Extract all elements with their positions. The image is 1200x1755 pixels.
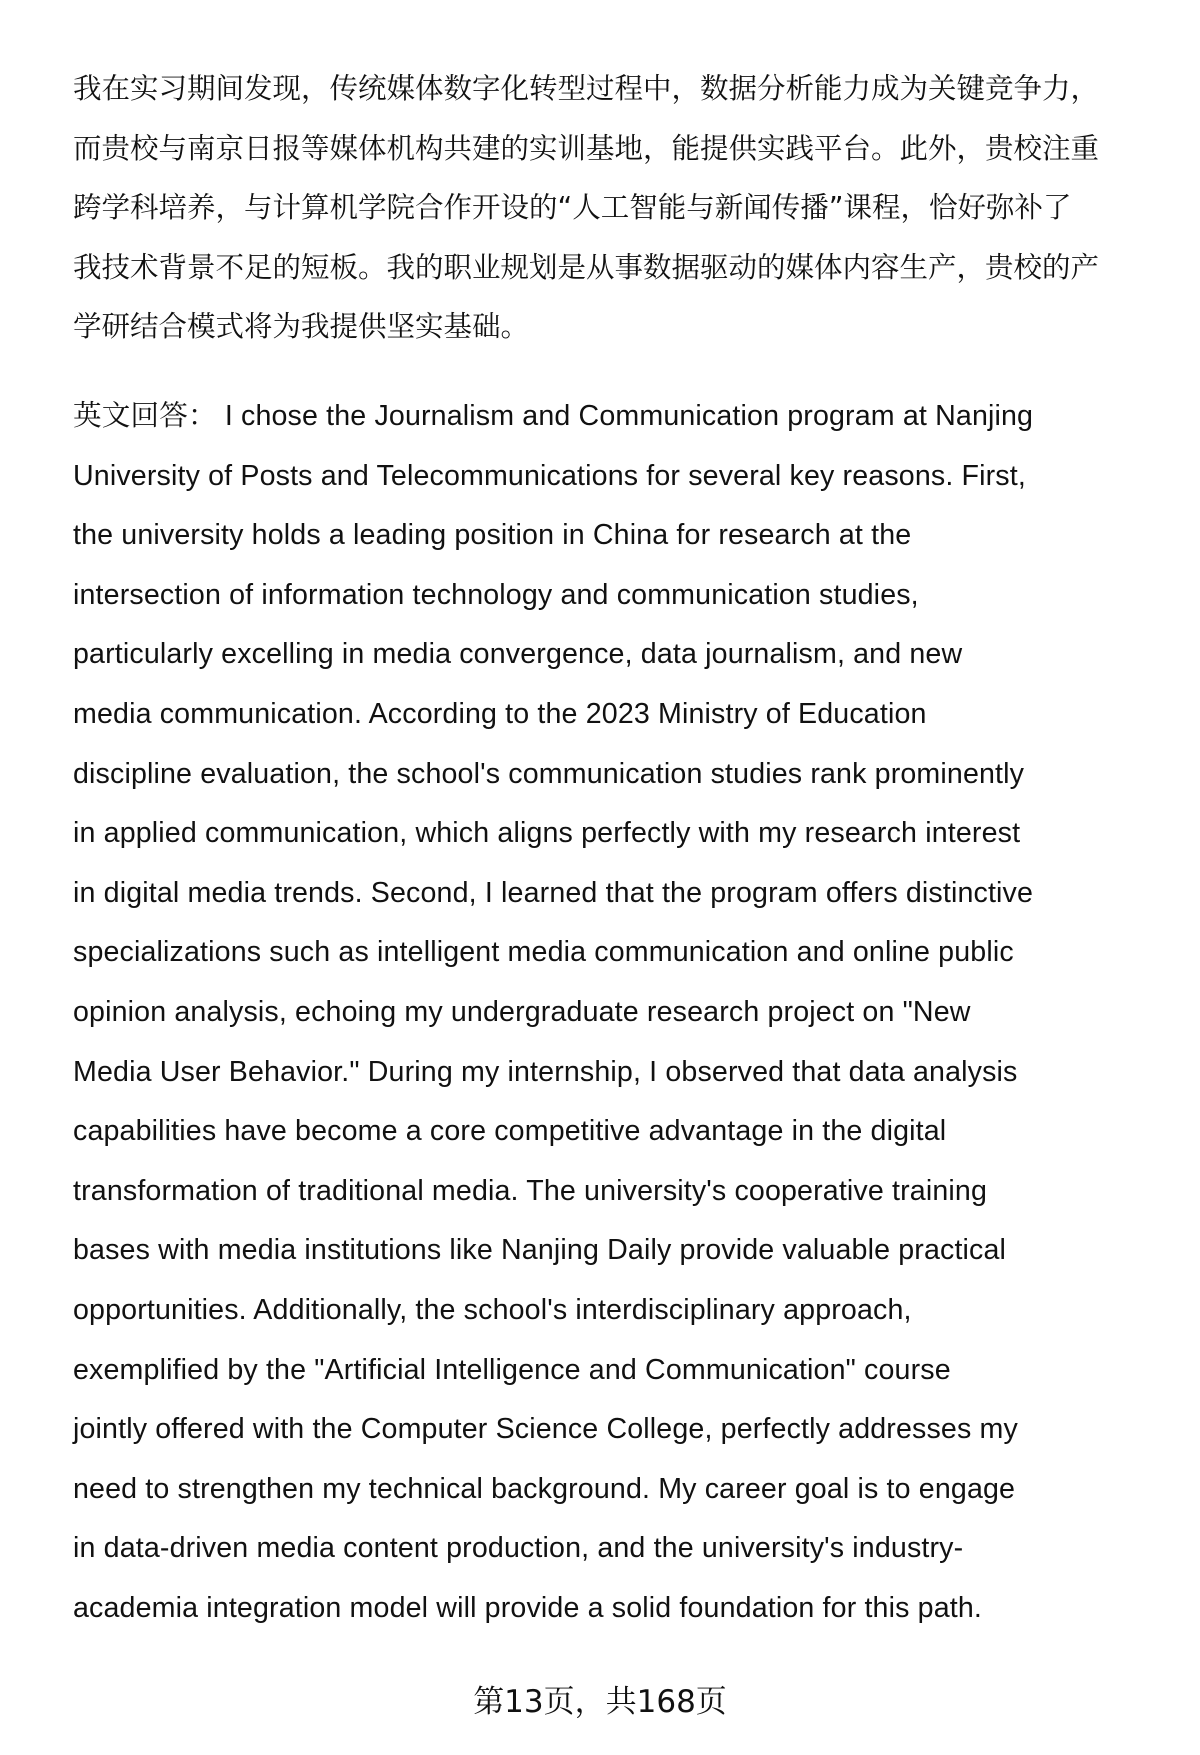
text-line: in applied communication, which aligns perfectly with my research interest (73, 817, 1021, 850)
text-line: academia integration model will provide a solid foundation for this path. (73, 1591, 982, 1624)
text-line: discipline evaluation, the school's communication studies rank prominently (73, 757, 1025, 790)
text-line: the university holds a leading position in China for research at the (73, 519, 912, 552)
text-line: specializations such as intelligent media communication and online public (73, 936, 1014, 969)
page-number: 第13页，共168页 (473, 1684, 727, 1720)
text-line: transformation of traditional media. The university's cooperative training (73, 1174, 988, 1207)
text-line: 我技术背景不足的短板。我的职业规划是从事数据驱动的媒体内容生产，贵校的产 (73, 250, 1100, 284)
text-line: jointly offered with the Computer Science College, perfectly addresses my (73, 1413, 1018, 1446)
text-line: opinion analysis, echoing my undergraduate research project on "New (73, 995, 971, 1028)
text-line: 跨学科培养，与计算机学院合作开设的“人工智能与新闻传播”课程，恰好弥补了 (73, 191, 1072, 225)
text-line: media communication. According to the 2023 Ministry of Education (73, 697, 927, 730)
text-line: particularly excelling in media convergence, data journalism, and new (73, 638, 963, 671)
text-line: exemplified by the "Artificial Intelligence and Communication" course (73, 1353, 951, 1386)
text-line: in data-driven media content production, and the university's industry- (73, 1532, 964, 1565)
text-line: 学研结合模式将为我提供坚实基础。 (73, 310, 530, 344)
english-answer-paragraph (73, 387, 1163, 1638)
text-line: need to strengthen my technical background. My career goal is to engage (73, 1472, 1016, 1505)
chinese-paragraph (73, 59, 1163, 357)
text-line: intersection of information technology and communication studies, (73, 578, 919, 611)
text-line: opportunities. Additionally, the school's interdisciplinary approach, (73, 1293, 912, 1326)
text-line: 而贵校与南京日报等媒体机构共建的实训基地，能提供实践平台。此外，贵校注重 (73, 131, 1100, 165)
text-line: capabilities have become a core competitive advantage in the digital (73, 1115, 947, 1148)
text-line: 英文回答： I chose the Journalism and Communication program at Nanjing (73, 400, 1034, 432)
text-line: Media User Behavior." During my internship, I observed that data analysis (73, 1055, 1018, 1088)
text-line: in digital media trends. Second, I learned that the program offers distinctive (73, 876, 1034, 909)
text-line: University of Posts and Telecommunications for several key reasons. First, (73, 459, 1026, 492)
text-line: 我在实习期间发现，传统媒体数字化转型过程中，数据分析能力成为关键竞争力， (73, 72, 1100, 105)
text-line: bases with media institutions like Nanjing Daily provide valuable practical (73, 1234, 1007, 1267)
